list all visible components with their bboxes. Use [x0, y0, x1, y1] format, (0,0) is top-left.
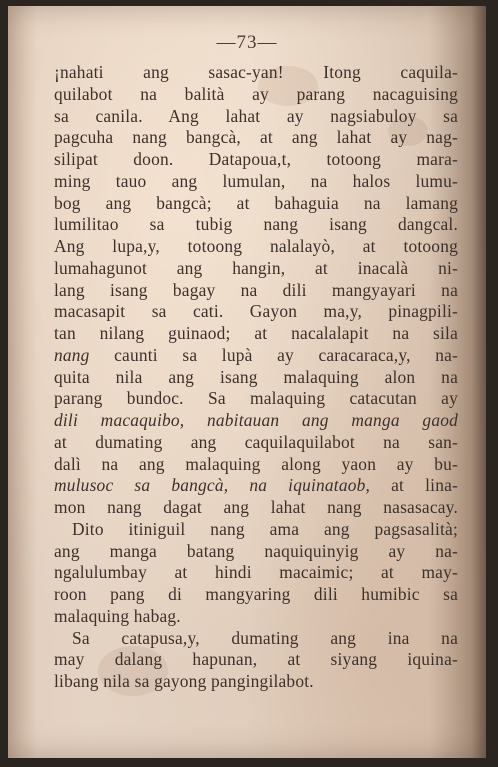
text-line	[54, 345, 458, 367]
text-line: dalì na ang malaquing along yaon ay bu-	[54, 453, 458, 474]
text-line: ang manga batang naquiquinyig ay na-	[54, 540, 458, 561]
text-line: at dumating ang caquilaquilabot na san-	[54, 431, 458, 452]
text-line: ming tauo ang lumulan, na halos lumu-	[54, 170, 458, 191]
text-line	[54, 475, 458, 497]
book-page	[8, 6, 486, 758]
text-line: tan nilang guinaod; at nacalalapit na sila	[54, 323, 458, 343]
text-line: sa canila. Ang lahat ay nagsiabuloy sa	[54, 105, 458, 126]
regular-text: at lina-	[370, 475, 458, 496]
regular-text: caunti sa lupà ay caracaraca,y, na-	[89, 344, 458, 365]
italic-text: mulusoc sa bangcà, na iquinataob,	[54, 475, 371, 496]
text-line: parang bundoc. Sa malaquing catacutan ay	[54, 388, 458, 409]
text-line: mon nang dagat ang lahat nang nasasacay.	[54, 497, 458, 517]
text-line: lumilitao sa tubig nang isang dangcal.	[54, 214, 458, 235]
body-text	[54, 62, 458, 693]
text-line: ngalulumbay at hindi macaimic; at may-	[54, 562, 458, 583]
text-line: quita nila ang isang malaquing alon na	[54, 366, 458, 387]
italic-text: nang	[54, 344, 90, 365]
text-line: quilabot na balità ay parang nacaguising	[54, 83, 458, 104]
text-line: macasapit sa cati. Gayon ma,y, pinagpili-	[54, 301, 458, 322]
text-line: Ang lupa,y, totoong nalalayò, at totoong	[54, 236, 458, 256]
text-line: dili macaquibo, nabitauan ang manga gaod	[54, 410, 458, 430]
text-line: Dito itiniguil nang ama ang pagsasalità;	[72, 518, 458, 539]
text-line: lang isang bagay na dili mangyayari na	[54, 279, 458, 300]
text-line: silipat doon. Datapoua,t, totoong mara-	[54, 149, 458, 169]
text-line: libang nila sa gayong pangingilabot.	[54, 671, 314, 691]
text-line: malaquing habag.	[54, 605, 181, 626]
text-line: may dalang hapunan, at siyang iquina-	[54, 649, 458, 670]
text-line: ¡nahati ang sasac-yan! Itong caquila-	[54, 62, 458, 82]
text-line: bog ang bangcà; at bahaguia na lamang	[54, 192, 458, 213]
text-line: pagcuha nang bangcà, at ang lahat ay nag-	[54, 127, 458, 148]
text-line: lumahagunot ang hangin, at inacalà ni-	[54, 257, 458, 278]
page-number: —73—	[216, 32, 278, 53]
text-line: Sa catapusa,y, dumating ang ina na	[72, 627, 458, 648]
text-line: roon pang di mangyaring dili humibic sa	[54, 584, 458, 604]
